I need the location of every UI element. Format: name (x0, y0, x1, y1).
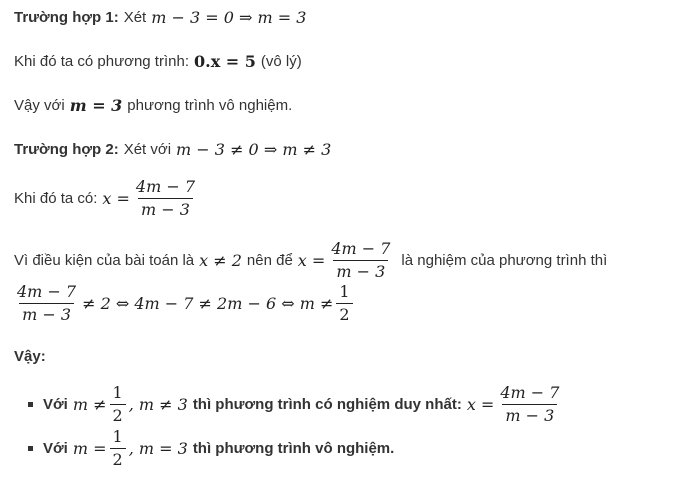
condition-suffix: là nghiệm của phương trình thì (401, 252, 608, 269)
bullet-text: thì phương trình có nghiệm duy nhất: (192, 396, 462, 413)
fraction-denominator: m − 3 (138, 198, 193, 219)
bullet-lhs: x = (466, 395, 495, 414)
fraction-denominator: m − 3 (333, 260, 388, 281)
case-1-line (14, 8, 306, 27)
case-2-line (14, 140, 331, 159)
fraction-numerator: 4m − 7 (135, 177, 196, 196)
fraction-denominator: 2 (110, 404, 126, 425)
fraction-numerator: 1 (339, 282, 350, 301)
half-fraction (110, 428, 126, 469)
list-item (28, 384, 565, 425)
fraction-numerator: 1 (112, 427, 123, 446)
case-1-label: Trường hợp 1: (14, 9, 119, 26)
equation-suffix: (vô lý) (260, 53, 302, 70)
bullet-prefix: Với (43, 396, 68, 413)
condition-math: x ≠ 2 (199, 251, 242, 270)
fraction-denominator: m − 3 (502, 404, 557, 425)
conclusion-label: Vậy: (14, 348, 46, 365)
fraction-denominator: m − 3 (19, 303, 74, 324)
case-1-text: Xét (123, 9, 147, 26)
fraction-denominator: 2 (336, 303, 352, 324)
bullet-icon (28, 446, 33, 451)
condition-line (14, 240, 607, 281)
half-fraction (110, 384, 126, 425)
bullet-icon (28, 402, 33, 407)
bullet-math-1: m = (72, 439, 107, 458)
case-1-math: m − 3 = 0 ⇒ m = 3 (151, 8, 307, 27)
no-solution-math: m = 3 (69, 96, 123, 115)
no-solution-prefix: Vậy với (14, 97, 65, 114)
no-solution-suffix: phương trình vô nghiệm. (127, 97, 293, 114)
solution-fraction (133, 178, 198, 219)
bullet-math-2: , m ≠ 3 (128, 395, 188, 414)
derivation-line (14, 283, 356, 324)
fraction-numerator: 1 (112, 383, 123, 402)
bullet-prefix: Với (43, 440, 68, 457)
condition-fraction (328, 240, 393, 281)
condition-lhs: x = (297, 251, 326, 270)
fraction-denominator: 2 (110, 448, 126, 469)
solution-line (14, 178, 201, 219)
condition-mid: nên để (246, 252, 293, 269)
list-item (28, 428, 394, 469)
equation-math: 0.x = 5 (193, 52, 256, 71)
case-2-text: Xét với (123, 141, 172, 158)
half-fraction (336, 283, 352, 324)
case-2-label: Trường hợp 2: (14, 141, 119, 158)
bullet-math-2: , m = 3 (128, 439, 188, 458)
equation-text: Khi đó ta có phương trình: (14, 53, 189, 70)
case-2-math: m − 3 ≠ 0 ⇒ m ≠ 3 (176, 140, 332, 159)
solution-lhs: x = (102, 189, 130, 208)
solution-text: Khi đó ta có: (14, 190, 98, 207)
derivation-fraction (14, 283, 79, 324)
fraction-numerator: 4m − 7 (331, 239, 391, 258)
fraction-numerator: 4m − 7 (500, 383, 560, 402)
solution-fraction (497, 384, 562, 425)
fraction-numerator: 4m − 7 (17, 282, 77, 301)
condition-prefix: Vì điều kiện của bài toán là (14, 252, 195, 269)
bullet-text: thì phương trình vô nghiệm. (192, 440, 395, 457)
equation-line (14, 52, 302, 71)
no-solution-line (14, 96, 292, 115)
derivation-chain: ≠ 2 ⇔ 4m − 7 ≠ 2m − 6 ⇔ m ≠ (82, 294, 334, 313)
bullet-math-1: m ≠ (72, 395, 107, 414)
